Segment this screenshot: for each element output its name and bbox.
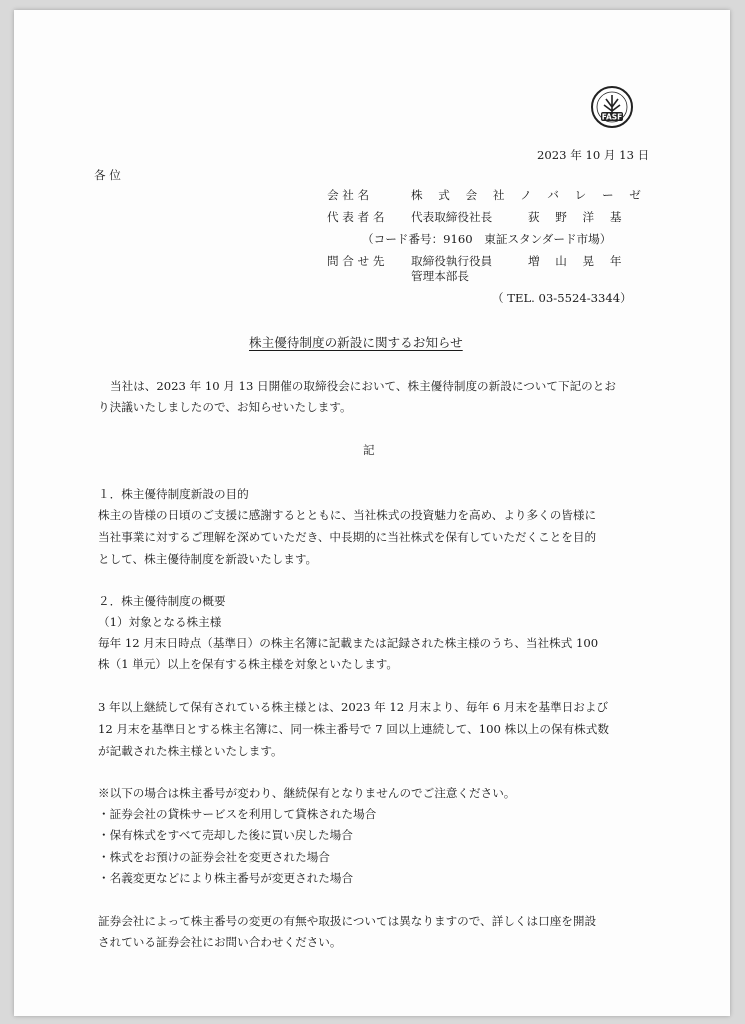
intro-line-2: り決議いたしましたので、お知らせいたします。 — [98, 400, 352, 414]
bullet-item: ・証券会社の貸株サービスを利用して貸株された場合 — [98, 807, 377, 821]
section2-p2-line: 3 年以上継続して保有されている株主様とは、2023 年 12 月末より、毎年 6 月末を基準日および — [98, 700, 609, 714]
section2-p2-line: 12 月末を基準日とする株主名簿に、同一株主番号で 7 回以上連続して、100 株以上の保有株式数 — [98, 722, 609, 736]
logo-text: FASF — [601, 112, 623, 122]
bullet-item: ・名義変更などにより株主番号が変更された場合 — [98, 871, 354, 885]
section2-p1-line: 毎年 12 月末日時点（基準日）の株主名簿に記載または記録された株主様のうち、当社株式 100 — [98, 636, 599, 650]
section2-heading: ２．株主優待制度の概要 — [98, 594, 226, 608]
section2-subheading: （1）対象となる株主様 — [98, 615, 222, 629]
document-title: 株主優待制度の新設に関するお知らせ — [249, 335, 463, 350]
section1-line: 当社事業に対するご理解を深めていただき、中長期的に当社株式を保有していただくことを目的 — [98, 530, 597, 544]
stock-code: （コード番号：9160 東証スタンダード市場） — [362, 232, 612, 246]
section2-p3-line: されている証券会社にお問い合わせください。 — [98, 935, 342, 949]
section2-p1-line: 株（1 単元）以上を保有する株主様を対象といたします。 — [98, 657, 398, 671]
section1-line: 株主の皆様の日頃のご支援に感謝するとともに、当社株式の投資魅力を高め、より多くの皆様に — [98, 508, 597, 522]
bullet-item: ・株式をお預けの証券会社を変更された場合 — [98, 850, 330, 864]
contact-name: 増 山 晃 年 — [528, 254, 628, 268]
contact-title: 取締役執行役員 — [411, 254, 493, 268]
company-label: 会 社 名 — [327, 188, 370, 202]
representative-name: 荻 野 洋 基 — [528, 210, 628, 224]
section2-note: ※以下の場合は株主番号が変わり、継続保有となりませんのでご注意ください。 — [98, 786, 516, 800]
contact-label: 問 合 せ 先 — [327, 254, 385, 268]
section2-p2-line: が記載された株主様といたします。 — [98, 744, 283, 758]
section1-heading: １．株主優待制度新設の目的 — [98, 487, 249, 501]
contact-title-2: 管理本部長 — [411, 269, 469, 283]
section1-line: として、株主優待制度を新設いたします。 — [98, 552, 318, 566]
representative-label: 代 表 者 名 — [327, 210, 385, 224]
contact-tel: （ TEL. 03-5524-3344） — [492, 291, 632, 305]
bullet-item: ・保有株式をすべて売却した後に買い戻した場合 — [98, 828, 353, 842]
document-page — [14, 10, 730, 1016]
fasf-seal-icon — [590, 85, 634, 135]
document-date: 2023 年 10 月 13 日 — [537, 148, 650, 162]
intro-line-1: 当社は、2023 年 10 月 13 日開催の取締役会において、株主優待制度の新設について下記のとお — [110, 379, 616, 393]
addressee: 各 位 — [94, 168, 121, 182]
company-name: 株 式 会 社 ノ バ レ ー ゼ — [411, 188, 647, 202]
representative-title: 代表取締役社長 — [411, 210, 493, 224]
ki-heading: 記 — [363, 443, 375, 457]
section2-p3-line: 証券会社によって株主番号の変更の有無や取扱については異なりますので、詳しくは口座を開設 — [98, 914, 597, 928]
